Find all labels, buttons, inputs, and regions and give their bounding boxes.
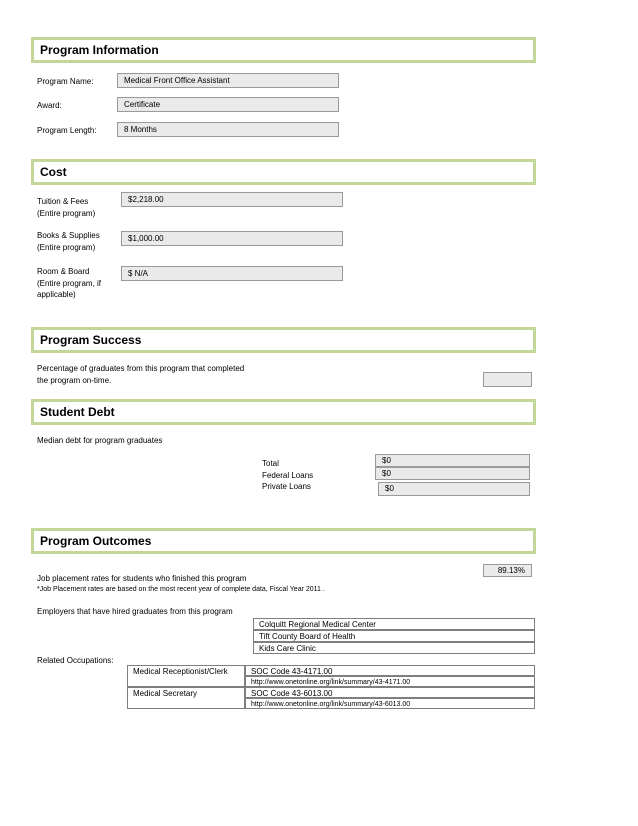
- occupation-name: Medical Secretary: [127, 687, 245, 709]
- tuition-label-line: Tuition & Fees: [37, 197, 89, 206]
- cost-header: [31, 159, 536, 185]
- section-title: Cost: [40, 165, 67, 179]
- placement-rate-field: 89.13%: [483, 564, 532, 577]
- private-loans-field: $0: [378, 482, 530, 496]
- federal-loans-label: Federal Loans: [262, 470, 314, 480]
- success-description-line: the program on-time.: [37, 375, 112, 385]
- tuition-label: [37, 196, 95, 219]
- program-length-label: Program Length:: [37, 126, 97, 135]
- program-success-header: [31, 327, 536, 353]
- program-information-header: [31, 37, 536, 63]
- success-description: [37, 363, 244, 386]
- related-occupations-label: Related Occupations:: [37, 656, 114, 665]
- occupation-soc-code: SOC Code 43-6013.00: [245, 687, 535, 698]
- books-label: [37, 230, 100, 253]
- books-label-line: (Entire program): [37, 242, 96, 252]
- section-title: Program Information: [40, 43, 159, 57]
- room-label: [37, 266, 101, 301]
- program-outcomes-header: [31, 528, 536, 554]
- student-debt-header: [31, 399, 536, 425]
- tuition-label-line: (Entire program): [37, 208, 96, 218]
- occupation-soc-code: SOC Code 43-4171.00: [245, 665, 535, 676]
- debt-labels: [262, 458, 313, 493]
- placement-note: *Job Placement rates are based on the most recent year of complete data, Fiscal Year 2011 .: [37, 586, 325, 593]
- room-field: $ N/A: [121, 266, 343, 281]
- placement-label: Job placement rates for students who finished this program: [37, 574, 247, 583]
- room-label-line: applicable): [37, 290, 76, 299]
- employer-row: Kids Care Clinic: [253, 642, 535, 654]
- employer-row: Tift County Board of Health: [253, 630, 535, 642]
- occupation-link[interactable]: http://www.onetonline.org/link/summary/43-4171.00: [245, 676, 535, 687]
- books-label-line: Books & Supplies: [37, 231, 100, 240]
- total-label: Total: [262, 459, 279, 468]
- room-label-line: (Entire program, if: [37, 278, 102, 288]
- federal-loans-field: $0: [375, 467, 530, 480]
- program-length-field: 8 Months: [117, 122, 339, 137]
- room-label-line: Room & Board: [37, 267, 90, 276]
- success-description-line: Percentage of graduates from this program that completed: [37, 364, 245, 373]
- books-field: $1,000.00: [121, 231, 343, 246]
- program-name-label: Program Name:: [37, 77, 94, 86]
- success-rate-field: [483, 372, 532, 387]
- total-debt-field: $0: [375, 454, 530, 467]
- debt-description: Median debt for program graduates: [37, 436, 163, 445]
- employer-row: Colquitt Regional Medical Center: [253, 618, 535, 630]
- award-label: Award:: [37, 101, 62, 110]
- section-title: Program Outcomes: [40, 534, 152, 548]
- occupation-name: Medical Receptionist/Clerk: [127, 665, 245, 687]
- private-loans-label: Private Loans: [262, 482, 311, 491]
- employers-label: Employers that have hired graduates from this program: [37, 607, 233, 616]
- tuition-field: $2,218.00: [121, 192, 343, 207]
- section-title: Student Debt: [40, 405, 115, 419]
- occupation-link[interactable]: http://www.onetonline.org/link/summary/43-6013.00: [245, 698, 535, 709]
- section-title: Program Success: [40, 333, 142, 347]
- program-name-field: Medical Front Office Assistant: [117, 73, 339, 88]
- award-field: Certificate: [117, 97, 339, 112]
